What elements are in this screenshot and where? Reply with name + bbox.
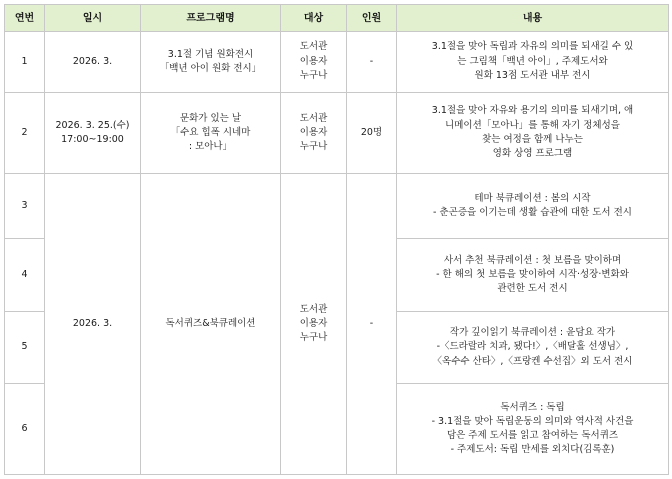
cell-desc: 독서퀴즈 : 독립 - 3.1절을 맞아 독립운동의 의미와 역사적 사건을 담은 주제 도서를 읽고 참여하는 독서퀴즈 - 주제도서: 독립 만세를 외치다(김록훈) (397, 384, 669, 475)
cell-no: 5 (5, 311, 45, 383)
table-row (5, 174, 669, 239)
cell-date: 2026. 3. (45, 32, 141, 93)
cell-capacity: 20명 (347, 92, 397, 174)
cell-desc: 작가 깊이읽기 북큐레이션 : 윤담요 작가 -〈드라랄라 치과, 됐다!〉,〈배달홀 선생님〉, 〈옥수수 산타〉,〈프랑켄 수선집〉외 도서 전시 (397, 311, 669, 383)
cell-no: 3 (5, 174, 45, 239)
cell-program: 독서퀴즈&북큐레이션 (141, 174, 281, 475)
column-header-desc: 내용 (397, 5, 669, 32)
table-row (5, 32, 669, 93)
program-schedule-table (4, 4, 669, 475)
column-header-date: 일시 (45, 5, 141, 32)
cell-desc: 테마 북큐레이션 : 봄의 시작 - 춘곤증을 이기는데 생활 습관에 대한 도서 전시 (397, 174, 669, 239)
cell-no: 6 (5, 384, 45, 475)
table-body (5, 32, 669, 475)
cell-program: 문화가 있는 날 「수요 힙폭 시네마 : 모아나」 (141, 92, 281, 174)
column-header-program: 프로그램명 (141, 5, 281, 32)
cell-date: 2026. 3. 25.(수) 17:00~19:00 (45, 92, 141, 174)
cell-no: 2 (5, 92, 45, 174)
column-header-no: 연번 (5, 5, 45, 32)
cell-program: 3.1절 기념 원화전시 「백년 아이 원화 전시」 (141, 32, 281, 93)
cell-capacity: - (347, 32, 397, 93)
cell-target: 도서관 이용자 누구나 (281, 92, 347, 174)
cell-no: 1 (5, 32, 45, 93)
table-row (5, 92, 669, 174)
cell-target: 도서관 이용자 누구나 (281, 32, 347, 93)
cell-target: 도서관 이용자 누구나 (281, 174, 347, 475)
cell-no: 4 (5, 239, 45, 311)
column-header-capacity: 인원 (347, 5, 397, 32)
cell-capacity: - (347, 174, 397, 475)
cell-date: 2026. 3. (45, 174, 141, 475)
cell-desc: 3.1절을 맞아 자유와 용기의 의미를 되새기며, 애 니메이션「모아나」를 통해 자기 정체성을 찾는 여정을 함께 나누는 영화 상영 프로그램 (397, 92, 669, 174)
table-header-row (5, 5, 669, 32)
column-header-target: 대상 (281, 5, 347, 32)
cell-desc: 3.1절을 맞아 독립과 자유의 의미를 되새길 수 있 는 그림책「백년 아이」, 주제도서와 원화 13점 도서관 내부 전시 (397, 32, 669, 93)
cell-desc: 사서 추천 북큐레이션 : 첫 보름을 맞이하며 - 한 해의 첫 보름을 맞이하여 시작·성장·변화와 관련한 도서 전시 (397, 239, 669, 311)
